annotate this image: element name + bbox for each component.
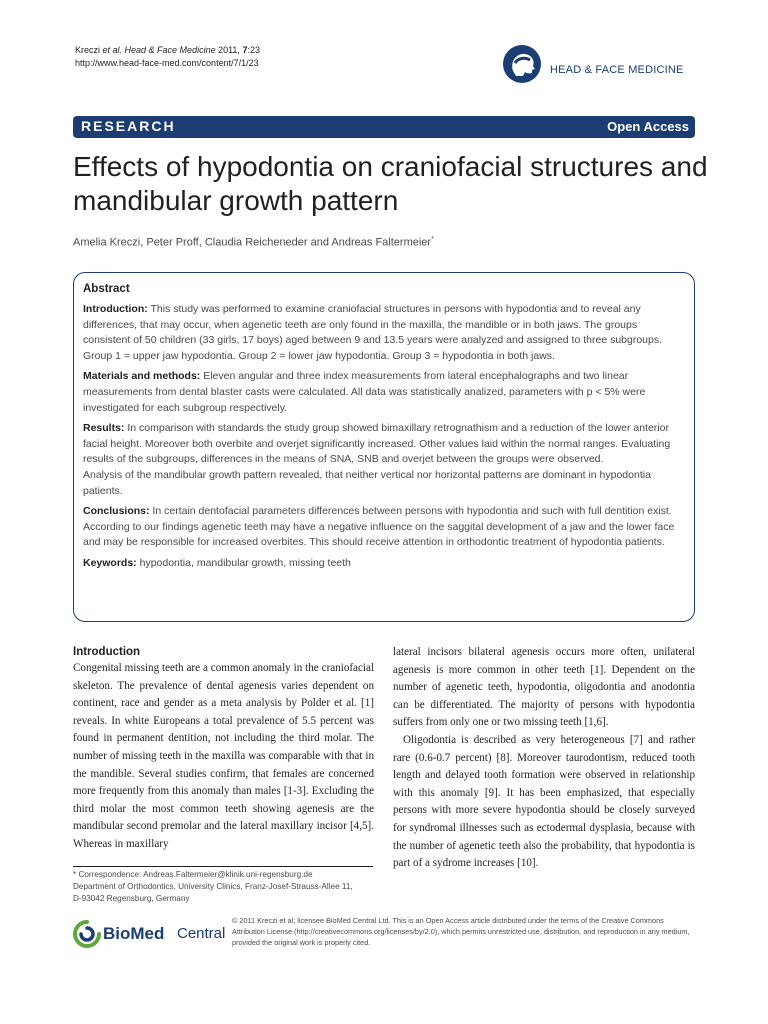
cite-authors: Kreczi: [75, 45, 103, 55]
citation-header: [75, 44, 260, 70]
publisher-logo[interactable]: [73, 920, 226, 950]
article-type-bar: [73, 116, 695, 138]
publisher-logo-biomed: BioMed: [103, 924, 165, 943]
abstract-introduction-text: This study was performed to examine craniofacial structures in persons with hypodontia and to reveal any differences, that may occur, when agenetic teeth are only found in the maxilla, the mandible or in both jaws. The groups consistent of 50 children (33 girls, 17 boys) aged between 9 and 13.5 years were analyzed and assigned to three subgroups. Group 1 = upper jaw hypodontia. Group 2 = lower jaw hypodontia. Group 3 = hypodontia in both jaws.: [83, 303, 663, 362]
abstract-box: [73, 272, 695, 622]
open-access-badge: Open Access: [607, 119, 689, 134]
affiliation-line: Department of Orthodontics, University Clinics, Franz-Josef-Strauss-Allee 11,: [73, 882, 353, 891]
body-paragraph: Oligodontia is described as very heterogeneous [7] and rather rare (0.6-0.7 percent) [8]. Moreover taurodontism, reduced tooth length and delayed tooth formation were observed in relationship with this anomaly [9]. It has been emphasized, that especially persons with more severe hypodontia should be closely surveyed for syndromal illnesses such as ectodermal dysplasia, because with the number of agenetic teeth also the probability, that hypodontia is part of a sydrome increases [10].: [393, 733, 695, 870]
abstract-keywords: [83, 556, 685, 572]
body-column-left: [73, 644, 374, 854]
head-profile-icon: [502, 44, 542, 84]
license-statement: © 2011 Kreczi et al; licensee BioMed Central Ltd. This is an Open Access article distributed under the terms of the Creative Commons Attribution License (http://creativecommons.org/licenses/by/2.0), which permits unrestricted use, distribution, and reproduction in any medium, provided the original work is properly cited.: [232, 916, 690, 947]
article-title: Effects of hypodontia on craniofacial structures and mandibular growth pattern: [73, 151, 708, 216]
cite-volume: 7: [242, 45, 248, 55]
body-paragraph: Congenital missing teeth are a common anomaly in the craniofacial skeleton. The prevalence of dental agenesis varies dependent on continent, race and gender as a meta analysis by Polder et al. [1] reveals. In white Europeans a total prevalence of 5.5 percent was found in permanent dentition, not including the third molar. The number of missing teeth in the maxilla was comparable with that in the mandible. Several studies confirm, that females are concerned more frequently from this anomaly than males [1-3]. Excluding the third molar the most common teeth showing agenesis are the mandibular second premolar and the lateral maxillary incisor [4,5]. Whereas in maxillary: [73, 662, 374, 850]
footnote: [73, 869, 383, 905]
abstract-keywords-text: hypodontia, mandibular growth, missing teeth: [136, 556, 351, 569]
affiliation-city: D-93042 Regensburg, Germany: [73, 894, 190, 903]
cite-page: :23: [247, 45, 260, 55]
abstract-introduction-label: Introduction:: [83, 303, 148, 315]
abstract-introduction: [83, 302, 685, 364]
article-type: RESEARCH: [81, 118, 176, 134]
abstract-keywords-label: Keywords:: [83, 556, 137, 569]
introduction-heading: Introduction: [73, 646, 141, 658]
journal-logo[interactable]: [502, 44, 702, 84]
publisher-logo-central: Central: [177, 925, 226, 942]
abstract-heading: Abstract: [83, 283, 130, 295]
journal-logo-text: HEAD & FACE MEDICINE: [550, 64, 684, 76]
abstract-conclusions-label: Conclusions:: [83, 505, 150, 518]
author-list: [73, 236, 434, 249]
abstract-results-label: Results:: [83, 422, 125, 435]
abstract-methods: [83, 369, 685, 416]
cite-journal: . Head & Face Medicine: [119, 45, 216, 55]
abstract-results: [83, 421, 685, 468]
abstract-methods-text: Eleven angular and three index measurements from lateral encephalographs and two linear measurements from dental blaster casts were calculated. All data was statistically analized, parameters with p < 5% were investigated for each subgroup respectively.: [83, 370, 646, 414]
biomed-swirl-icon: [73, 920, 101, 948]
abstract-methods-label: Materials and methods:: [83, 370, 201, 383]
body-paragraph: lateral incisors bilateral agenesis occurs more often, unilateral agenesis is more common in other teeth [1]. Dependent on the number of agenetic teeth, hypodontia, oligodontia and anodontia can be differentiated. The majority of persons with hypodontia suffers from only one or two missing teeth [1,6].: [393, 646, 695, 729]
footnote-divider: [73, 866, 373, 867]
cite-etal: et al: [102, 45, 120, 55]
author-names: Amelia Kreczi, Peter Proff, Claudia Reicheneder and Andreas Faltermeier: [73, 236, 432, 249]
abstract-conclusions: [83, 504, 685, 551]
abstract-results-continued: Analysis of the mandibular growth pattern revealed, that neither vertical nor horizontal patterns are dominant in hypodontia patients.: [83, 468, 651, 497]
abstract-results-text: In comparison with standards the study group showed bimaxillary retrognathism and a reduction of the lower anterior facial height. Moreover both overbite and overjet significantly increased. Other values laid within the normal ranges. Evaluating results of the subgroups, differences in the means of SNA, SNB and overjet between the groups were observed.: [83, 422, 671, 466]
cite-year: 2011,: [215, 45, 243, 55]
article-url[interactable]: http://www.head-face-med.com/content/7/1/23: [75, 58, 259, 68]
body-column-right: [393, 644, 695, 873]
abstract-conclusions-text: In certain dentofacial parameters differences between persons with hypodontia and such with full dentition exist. According to our findings agenetic teeth may have a negative influence on the saggital development of a jaw and the lower face and may be responsible for increased overbites. This should receive attention in orthodontic treatment of hypodontia patients.: [83, 505, 675, 549]
correspondence-line[interactable]: * Correspondence: Andreas.Faltermeier@klinik.uni-regensburg.de: [73, 870, 313, 879]
corresponding-author-mark: *: [431, 236, 434, 243]
